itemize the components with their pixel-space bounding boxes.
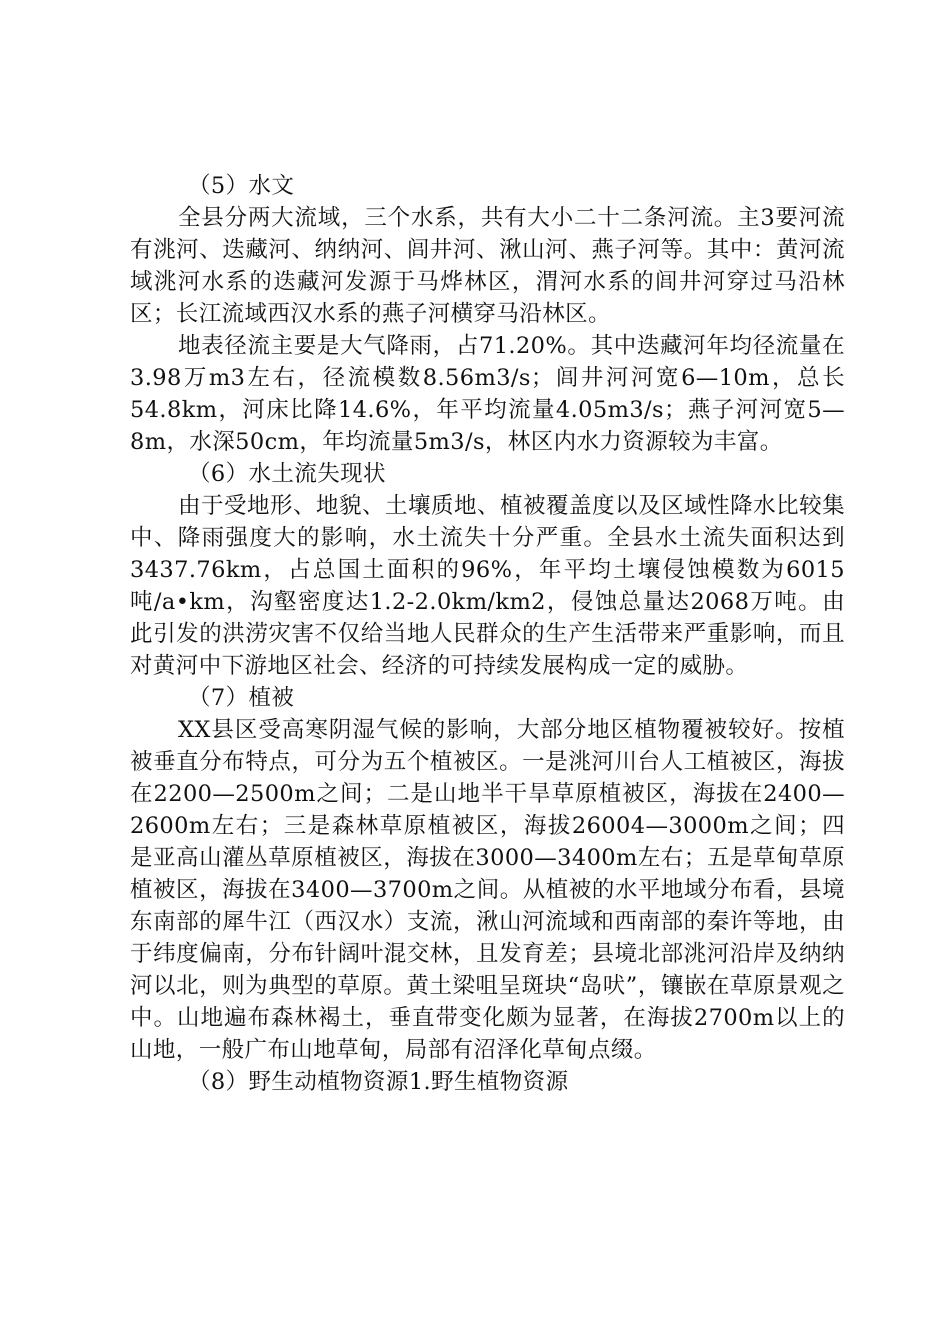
- section-heading-hydrology: （5）水文: [188, 173, 295, 199]
- section-heading-wildlife: （8）野生动植物资源1.野生植物资源: [188, 1069, 569, 1095]
- section-heading-vegetation: （7）植被: [188, 685, 295, 711]
- section-heading-soil-erosion: （6）水土流失现状: [188, 461, 386, 487]
- paragraph-soil-erosion: 由于受地形、地貌、土壤质地、植被覆盖度以及区域性降水比较集中、降雨强度大的影响，水土流失十分严重。全县水土流失面积达到3437.76km，占总国土面积的96%，年平均土壤侵蚀模数为6015吨/a•km，沟壑密度达1.2-2.0km/km2，侵蚀总量达2068万吨。由此引发的洪涝灾害不仅给当地人民群众的生产生活带来严重影响，而且对黄河中下游地区社会、经济的可持续发展构成一定的威胁。: [130, 493, 845, 679]
- document-body: [130, 170, 845, 1098]
- paragraph-river-systems: 全县分两大流域，三个水系，共有大小二十二条河流。主3要河流有洮河、迭藏河、纳纳河、闾井河、湫山河、燕子河等。其中：黄河流域洮河水系的迭藏河发源于马烨林区，渭河水系的闾井河穿过马沿林区；长江流域西汉水系的燕子河横穿马沿林区。: [130, 205, 845, 327]
- paragraph-vegetation: XX县区受高寒阴湿气候的影响，大部分地区植物覆被较好。按植被垂直分布特点，可分为五个植被区。一是洮河川台人工植被区，海拔在2200—2500m之间；二是山地半干旱草原植被区，海拔在2400—2600m左右；三是森林草原植被区，海拔26004—3000m之间；四是亚高山灌丛草原植被区，海拔在3000—3400m左右；五是草甸草原植被区，海拔在3400—3700m之间。从植被的水平地域分布看，县境东南部的犀牛江（西汉水）支流，湫山河流域和西南部的秦许等地，由于纬度偏南，分布针阔叶混交林，且发育差；县境北部洮河沿岸及纳纳河以北，则为典型的草原。黄土梁咀呈斑块“岛吠”，镶嵌在草原景观之中。山地遍布森林褐土，垂直带变化颇为显著，在海拔2700m以上的山地，一般广布山地草甸，局部有沼泽化草甸点缀。: [130, 717, 845, 1063]
- paragraph-surface-runoff: 地表径流主要是大气降雨，占71.20%。其中迭藏河年均径流量在3.98万m3左右，径流模数8.56m3/s；闾井河河宽6—10m，总长54.8km，河床比降14.6%，年平均流量4.05m3/s；燕子河河宽5—8m，水深50cm，年均流量5m3/s，林区内水力资源较为丰富。: [130, 333, 845, 455]
